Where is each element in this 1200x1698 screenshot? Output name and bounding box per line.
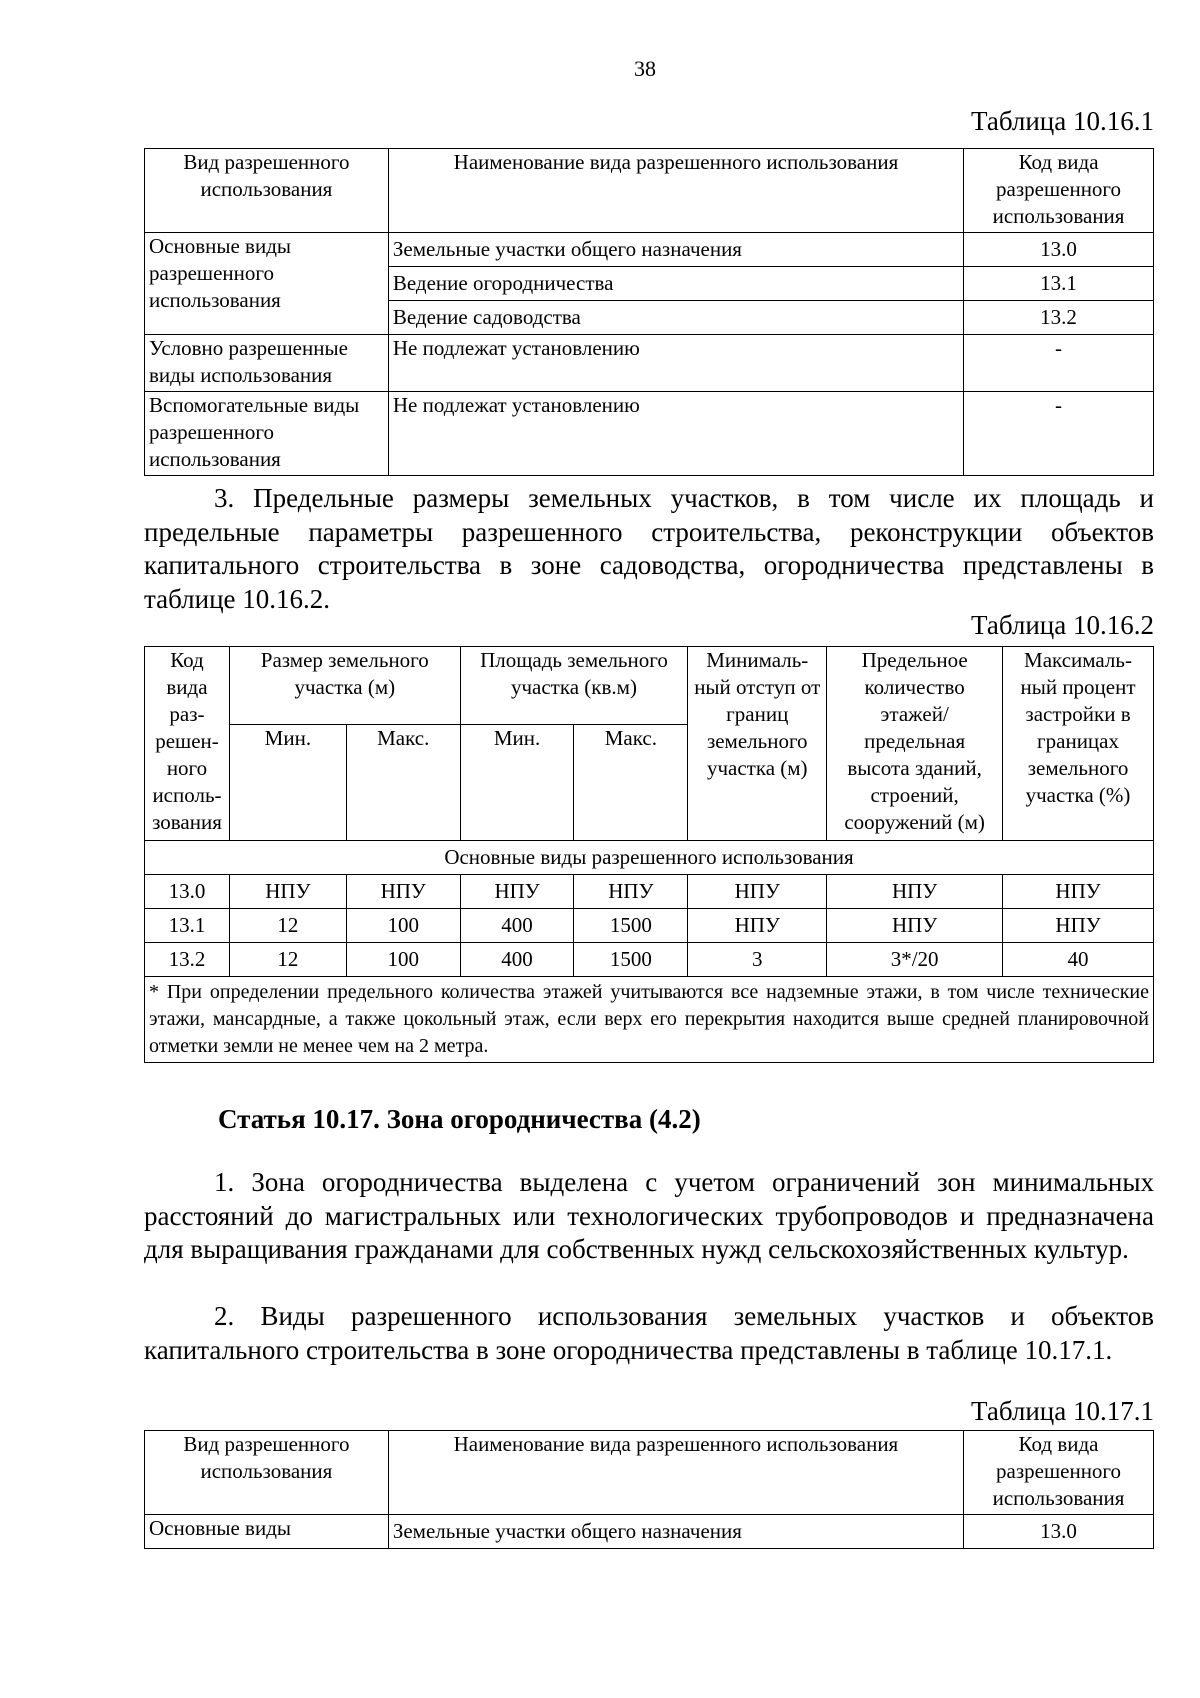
table-header: Размер земельного участка (м)	[229, 647, 460, 725]
table-header: Вид разрешенного использования	[145, 149, 389, 233]
paragraph-3: 3. Предельные размеры земельных участков, в том числе их площадь и предельные параметры разрешенного строительства, реконструкции объектов капитального строительства в зоне садоводства, огородничества представлены в таблице 10.16.2.	[144, 483, 1154, 614]
table-cell: 3	[688, 943, 827, 977]
table-cell: НПУ	[827, 875, 1003, 909]
table-header: Предельное количество этажей/ предельная высота зданий, строений, сооружений (м)	[827, 647, 1003, 841]
table-cell: 1500	[574, 943, 688, 977]
table-caption-10-16-1: Таблица 10.16.1	[971, 106, 1154, 136]
paragraph-zone-2: 2. Виды разрешенного использования земельных участков и объектов капитального строительства в зоне огородничества представлены в таблице 10.17.1.	[144, 1301, 1154, 1365]
table-cell: НПУ	[346, 875, 460, 909]
table-section-title: Основные виды разрешенного использования	[145, 841, 1154, 875]
table-cell: -	[964, 392, 1154, 476]
table-cell: 12	[229, 943, 346, 977]
table-header: Площадь земельного участка (кв.м)	[460, 647, 688, 725]
table-cell: 400	[460, 909, 574, 943]
table-cell: Земельные участки общего назначения	[388, 233, 963, 267]
table-cell: 100	[346, 943, 460, 977]
table-header: Максималь- ный процент застройки в границах земельного участка (%)	[1003, 647, 1154, 841]
table-10-16-1	[144, 148, 1154, 476]
table-cell: НПУ	[574, 875, 688, 909]
table-10-17-1	[144, 1430, 1154, 1549]
table-cell: 13.0	[145, 875, 230, 909]
table-header: Наименование вида разрешенного использования	[388, 149, 963, 233]
table-cell: Земельные участки общего назначения	[388, 1515, 963, 1549]
table-cell: НПУ	[688, 875, 827, 909]
table-header: Наименование вида разрешенного использования	[388, 1431, 963, 1515]
table-header: Мин.	[229, 725, 346, 841]
table-cell: 12	[229, 909, 346, 943]
table-cell: 100	[346, 909, 460, 943]
table-cell: 3*/20	[827, 943, 1003, 977]
table-cell-group-label: Вспомогательные виды разрешенного использования	[145, 392, 389, 476]
table-cell: НПУ	[688, 909, 827, 943]
table-header: Код вида раз- решен- ного исполь- зования	[145, 647, 230, 841]
table-cell: Ведение огородничества	[388, 267, 963, 301]
table-10-16-2	[144, 646, 1154, 1063]
table-header: Макс.	[574, 725, 688, 841]
page-number: 38	[634, 56, 656, 81]
table-cell: 13.1	[964, 267, 1154, 301]
table-cell: Не подлежат установлению	[388, 392, 963, 476]
table-header: Мин.	[460, 725, 574, 841]
table-footnote: * При определении предельного количества этажей учитываются все надземные этажи, в том числе технические этажи, мансардные, а также цокольный этаж, если верх его перекрытия находится выше средней планировочной отметки земли не менее чем на 2 метра.	[145, 977, 1154, 1063]
table-cell-group-label: Основные виды разрешенного использования	[145, 233, 389, 335]
table-cell: Не подлежат установлению	[388, 335, 963, 392]
table-cell: 400	[460, 943, 574, 977]
table-cell: НПУ	[827, 909, 1003, 943]
table-cell: 13.2	[145, 943, 230, 977]
table-header: Макс.	[346, 725, 460, 841]
table-cell: НПУ	[229, 875, 346, 909]
article-heading: Статья 10.17. Зона огородничества (4.2)	[218, 1104, 701, 1134]
table-cell-group-label: Основные виды	[145, 1515, 389, 1549]
table-header: Код вида разрешенного использования	[964, 1431, 1154, 1515]
table-cell: НПУ	[460, 875, 574, 909]
table-cell: -	[964, 335, 1154, 392]
table-cell: НПУ	[1003, 909, 1154, 943]
table-header: Минималь- ный отступ от границ земельного участка (м)	[688, 647, 827, 841]
table-caption-10-17-1: Таблица 10.17.1	[971, 1396, 1154, 1426]
table-cell: НПУ	[1003, 875, 1154, 909]
table-cell: 13.0	[964, 1515, 1154, 1549]
table-header: Вид разрешенного использования	[145, 1431, 389, 1515]
table-header: Код вида разрешенного использования	[964, 149, 1154, 233]
table-cell: 13.1	[145, 909, 230, 943]
table-cell: 40	[1003, 943, 1154, 977]
table-cell: 1500	[574, 909, 688, 943]
table-cell: 13.0	[964, 233, 1154, 267]
paragraph-zone-1: 1. Зона огородничества выделена с учетом ограничений зон минимальных расстояний до магистральных или технологических трубопроводов и предназначена для выращивания гражданами для собственных нужд сельскохозяйственных культур.	[144, 1167, 1154, 1264]
table-cell-group-label: Условно разрешенные виды использования	[145, 335, 389, 392]
table-cell: 13.2	[964, 301, 1154, 335]
table-caption-10-16-2: Таблица 10.16.2	[971, 610, 1154, 640]
table-cell: Ведение садоводства	[388, 301, 963, 335]
